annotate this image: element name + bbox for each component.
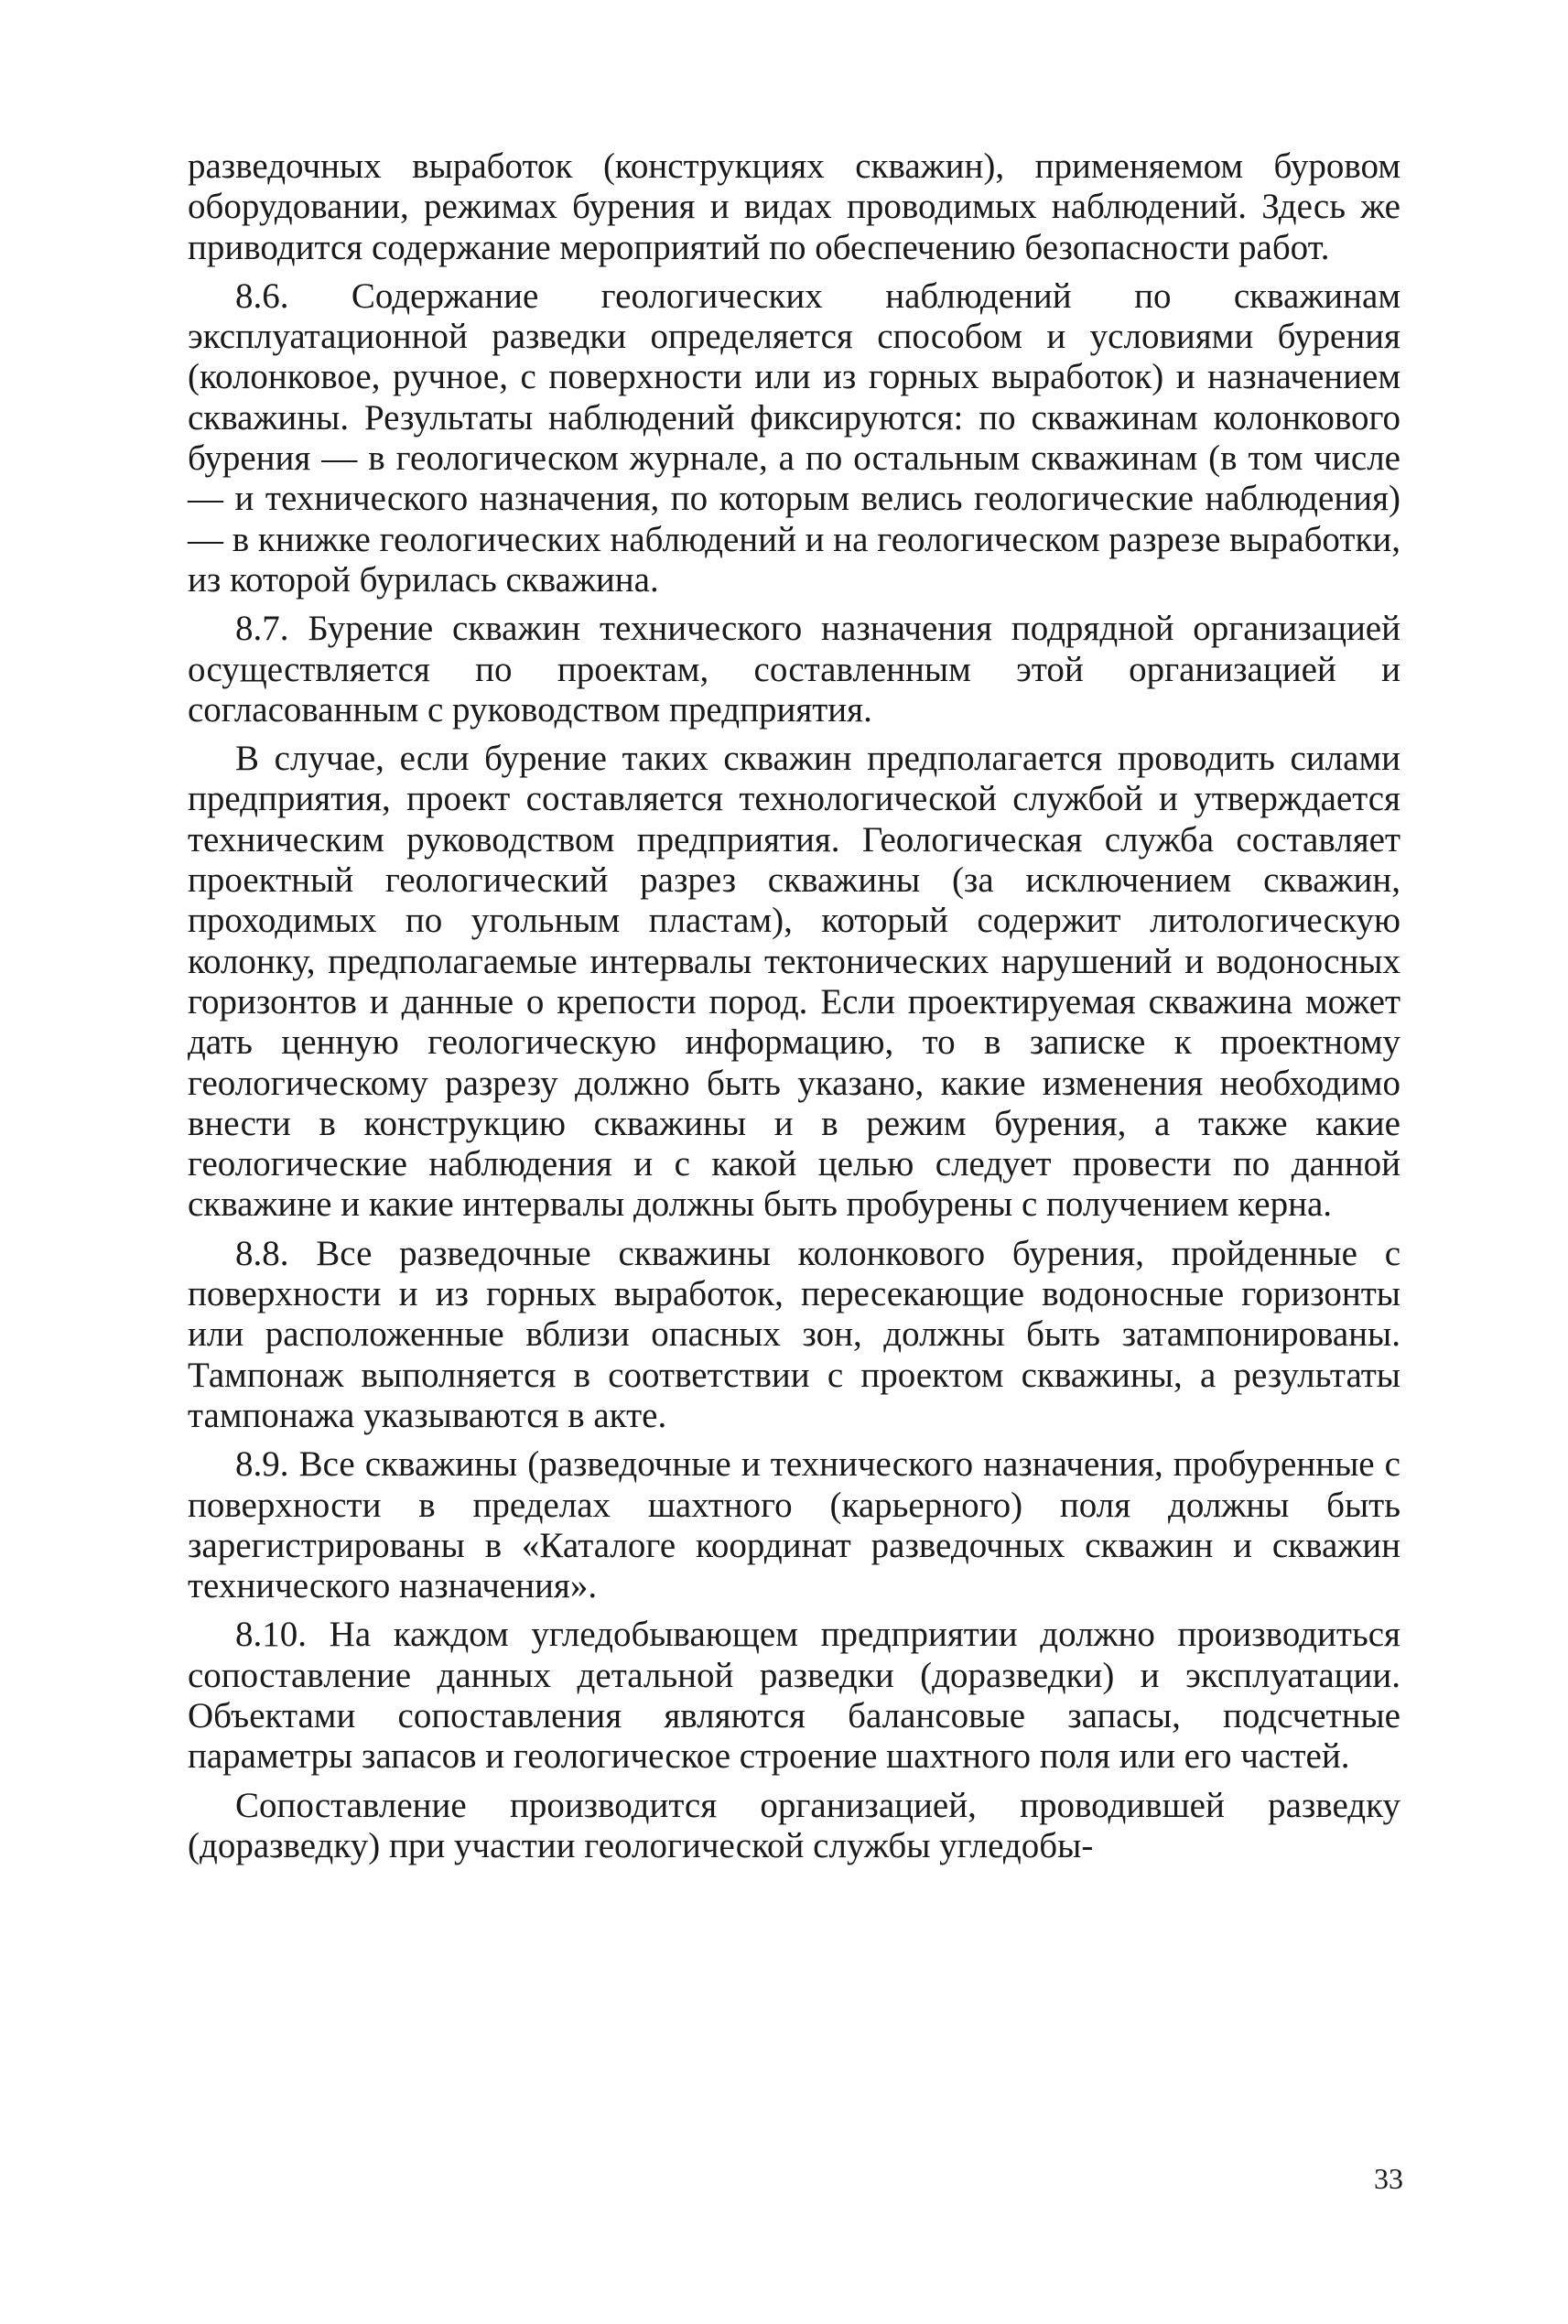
paragraph-8-10: 8.10. На каждом угледобывающем предприятии должно производиться сопоставление данных детальной разведки (доразведки) и эксплуатации. Объектами сопоставления являются балансовые запасы, подсчетные параметры запасов и геологическое строение шахтного поля или его частей.: [188, 1615, 1400, 1777]
page-number: 33: [1374, 2162, 1403, 2195]
page-body: [188, 146, 1400, 1875]
paragraph-continuation: разведочных выработок (конструкциях скважин), применяемом буровом оборудовании, режимах бурения и видах проводимых наблюдений. Здесь же приводится содержание мероприятий по обеспечению безопасности работ.: [188, 146, 1400, 267]
paragraph-8-6: 8.6. Содержание геологических наблюдений по скважинам эксплуатационной разведки определяется способом и условиями бурения (колонковое, ручное, с поверхности или из горных выработок) и назначением скважины. Результаты наблюдений фиксируются: по скважинам колонкового бурения — в геологическом журнале, а по остальным скважинам (в том числе — и технического назначения, по которым велись геологические наблюдения) — в книжке геологических наблюдений и на геологическом разрезе выработки, из которой бурилась скважина.: [188, 276, 1401, 600]
paragraph-8-9: 8.9. Все скважины (разведочные и технического назначения, пробуренные с поверхности в пределах шахтного (карьерного) поля должны быть зарегистрированы в «Каталоге координат разведочных скважин и скважин технического назначения».: [188, 1444, 1400, 1606]
paragraph-8-8: 8.8. Все разведочные скважины колонкового бурения, пройденные с поверхности и из горных выработок, пересекающие водоносные горизонты или расположенные вблизи опасных зон, должны быть затампонированы. Тампонаж выполняется в соответствии с проектом скважины, а результаты тампонажа указываются в акте.: [188, 1233, 1400, 1435]
paragraph-8-7: 8.7. Бурение скважин технического назначения подрядной организацией осуществляется по проектам, составленным этой организацией и согласованным с руководством предприятия.: [188, 609, 1400, 730]
paragraph-8-7-continued: В случае, если бурение таких скважин предполагается проводить силами предприятия, проект составляется технологической службой и утверждается техническим руководством предприятия. Геологическая служба составляет проектный геологический разрез скважины (за исключением скважин, проходимых по угольным пластам), который содержит литологическую колонку, предполагаемые интервалы тектонических нарушений и водоносных горизонтов и данные о крепости пород. Если проектируемая скважина может дать ценную геологическую информацию, то в записке к проектному геологическому разрезу должно быть указано, какие изменения необходимо внести в конструкцию скважины и в режим бурения, а также какие геологические наблюдения и с какой целью следует провести по данной скважине и какие интервалы должны быть пробурены с получением керна.: [188, 739, 1400, 1225]
paragraph-8-10-continued: Сопоставление производится организацией, проводившей разведку (доразведку) при участии геологической службы угледобы-: [188, 1785, 1400, 1865]
